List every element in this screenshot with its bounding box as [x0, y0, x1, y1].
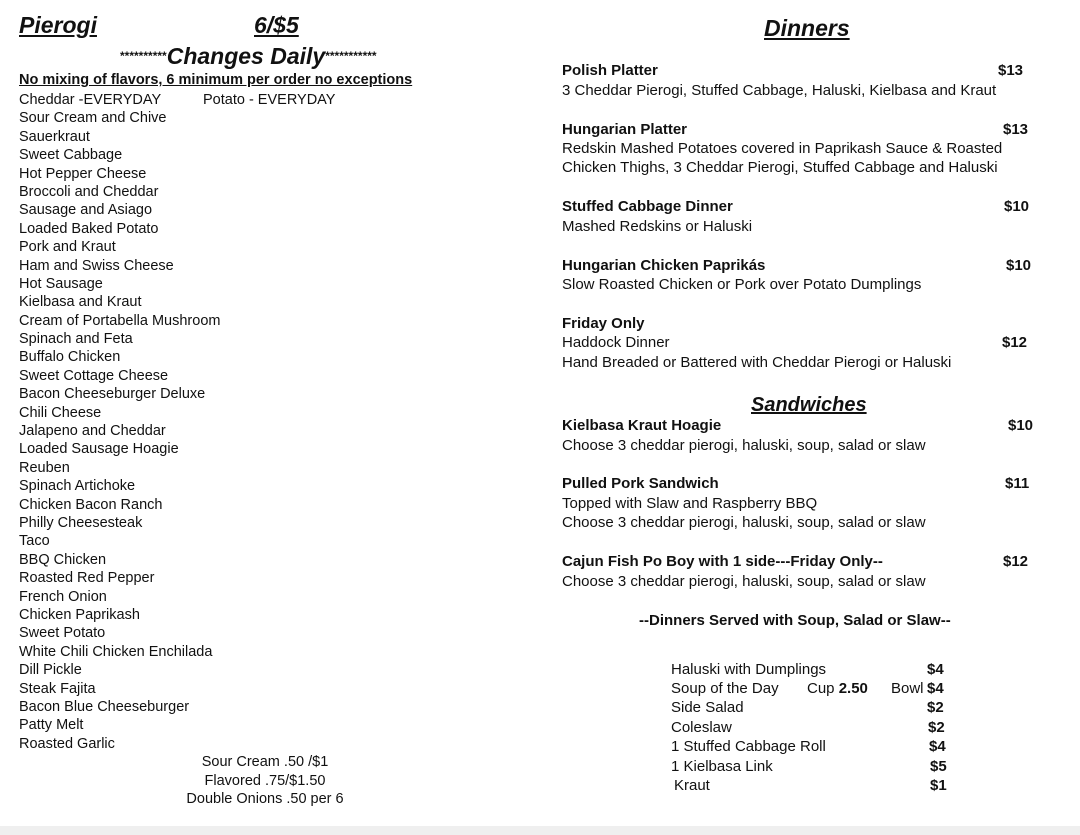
side-item-name: Soup of the Day [671, 680, 779, 697]
dinner-item-price: $13 [1003, 121, 1029, 138]
dinner-item-name: Hungarian Chicken Paprikás [562, 257, 766, 274]
changes-daily-banner [120, 43, 377, 70]
flavor-item: Ham and Swiss Cheese [19, 257, 174, 274]
flavor-item: Chicken Paprikash [19, 606, 140, 623]
flavor-item: Roasted Garlic [19, 735, 115, 752]
flavor-item: Cheddar -EVERYDAY [19, 92, 162, 108]
flavor-item: Bacon Cheeseburger Deluxe [19, 386, 206, 403]
dinner-item-name: Haddock Dinner [562, 334, 670, 351]
stars-left: ********** [120, 49, 167, 63]
sandwich-item-name: Pulled Pork Sandwich [562, 475, 719, 492]
dinner-item-name: Polish Platter [562, 62, 658, 79]
sandwich-item-description: Topped with Slaw and Raspberry BBQ [562, 495, 818, 512]
flavor-item: Dill Pickle [19, 662, 82, 679]
dinners-title: Dinners [764, 15, 850, 41]
pierogi-addons [150, 753, 380, 809]
flavor-item: Reuben [19, 459, 70, 476]
dinner-item-description: Hand Breaded or Battered with Cheddar Pierogi or Haluski [562, 354, 952, 371]
dinner-item-price: $12 [1002, 334, 1028, 351]
addon-item: Flavored .75/$1.50 [204, 772, 326, 789]
sandwich-item-price: $12 [1003, 553, 1029, 570]
dinner-item-description: 3 Cheddar Pierogi, Stuffed Cabbage, Haluski, Kielbasa and Kraut [562, 82, 997, 99]
flavor-item: Chicken Bacon Ranch [19, 496, 163, 513]
flavor-item: White Chili Chicken Enchilada [19, 643, 213, 660]
pierogi-title: Pierogi [19, 12, 97, 38]
sandwich-item-description: Choose 3 cheddar pierogi, haluski, soup, salad or slaw [562, 573, 926, 590]
sandwich-item-name: Kielbasa Kraut Hoagie [562, 417, 722, 434]
side-item-price: $2 [927, 699, 944, 716]
dinner-item-price: $10 [1004, 198, 1030, 215]
flavor-item: Buffalo Chicken [19, 349, 121, 366]
side-item-price: $4 [927, 661, 944, 678]
dinner-item-description: Mashed Redskins or Haluski [562, 218, 753, 235]
flavor-item: BBQ Chicken [19, 551, 107, 568]
side-item-price: $5 [930, 758, 947, 775]
flavor-item: Steak Fajita [19, 680, 96, 697]
flavor-item: French Onion [19, 588, 107, 605]
addon-item: Sour Cream .50 /$1 [201, 754, 329, 770]
flavor-item: Sour Cream and Chive [19, 110, 167, 127]
flavor-item: Sweet Cabbage [19, 147, 123, 164]
flavor-item: Sausage and Asiago [19, 202, 153, 219]
flavor-item: Bacon Blue Cheeseburger [19, 698, 190, 715]
dinner-item-name: Hungarian Platter [562, 121, 688, 138]
flavor-item: Hot Pepper Cheese [19, 165, 147, 182]
dinner-item-price: $13 [998, 62, 1024, 79]
flavor-item: Roasted Red Pepper [19, 570, 155, 587]
side-item-price: $2 [928, 719, 945, 736]
page-bottom-border [0, 826, 1080, 835]
sandwiches-title: Sandwiches [751, 394, 867, 416]
side-item-name: 1 Stuffed Cabbage Roll [671, 738, 826, 755]
side-item-name: Coleslaw [671, 719, 732, 736]
sandwich-item-name: Cajun Fish Po Boy with 1 side---Friday Only-- [562, 553, 883, 570]
dinner-item-description: Redskin Mashed Potatoes covered in Paprikash Sauce & Roasted [562, 140, 1003, 157]
flavor-item: Pork and Kraut [19, 239, 116, 256]
flavor-item: Sweet Potato [19, 625, 106, 642]
flavor-item: Spinach and Feta [19, 331, 133, 348]
flavor-item: Philly Cheesesteak [19, 514, 143, 531]
dinner-item-description: Chicken Thighs, 3 Cheddar Pierogi, Stuffed Cabbage and Haluski [562, 159, 998, 176]
ordering-rule: No mixing of flavors, 6 minimum per order no exceptions [19, 72, 413, 88]
flavor-item: Broccoli and Cheddar [19, 183, 159, 200]
soup-cup-price: 2.50 [838, 680, 868, 697]
flavor-item: Chili Cheese [19, 404, 102, 421]
side-item-price: $1 [930, 777, 947, 794]
sandwich-item-description: Choose 3 cheddar pierogi, haluski, soup, salad or slaw [562, 514, 926, 531]
flavor-item: Spinach Artichoke [19, 478, 136, 495]
side-item-name: Kraut [674, 777, 710, 794]
flavor-item: Loaded Sausage Hoagie [19, 441, 179, 458]
flavor-list [19, 91, 220, 753]
sandwich-item-price: $10 [1008, 417, 1034, 434]
soup-cup-option [807, 680, 868, 697]
soup-bowl-label: Bowl [891, 680, 924, 697]
flavor-item: Cream of Portabella Mushroom [19, 312, 221, 329]
side-item-price: $4 [929, 738, 946, 755]
flavor-item: Jalapeno and Cheddar [19, 423, 166, 440]
flavor-item: Hot Sausage [19, 275, 103, 292]
side-item-name: Side Salad [671, 699, 744, 716]
flavor-item: Taco [19, 533, 50, 550]
addon-item: Double Onions .50 per 6 [186, 791, 344, 807]
flavor-item: Sauerkraut [19, 128, 90, 145]
sandwich-item-description: Choose 3 cheddar pierogi, haluski, soup, salad or slaw [562, 437, 926, 454]
dinner-item-description: Slow Roasted Chicken or Pork over Potato Dumplings [562, 276, 922, 293]
side-item-name: 1 Kielbasa Link [671, 758, 773, 775]
dinner-item-name: Stuffed Cabbage Dinner [562, 198, 733, 215]
flavor-item: Patty Melt [19, 717, 84, 734]
sandwich-item-price: $11 [1005, 475, 1030, 492]
side-item-name: Haluski with Dumplings [671, 661, 827, 678]
dinner-item-price: $10 [1006, 257, 1032, 274]
flavor-item: Kielbasa and Kraut [19, 294, 142, 311]
changes-daily-text: Changes Daily [166, 43, 326, 69]
flavor-item-potato: Potato - EVERYDAY [203, 92, 336, 108]
served-with-note: --Dinners Served with Soup, Salad or Slaw-- [639, 612, 951, 629]
stars-right: *********** [325, 49, 377, 63]
friday-only-heading: Friday Only [562, 315, 645, 332]
flavor-item: Loaded Baked Potato [19, 220, 159, 237]
side-item-price: $4 [927, 680, 944, 697]
flavor-item: Sweet Cottage Cheese [19, 367, 169, 384]
soup-cup-label: Cup [807, 680, 835, 697]
pierogi-price: 6/$5 [254, 12, 299, 38]
